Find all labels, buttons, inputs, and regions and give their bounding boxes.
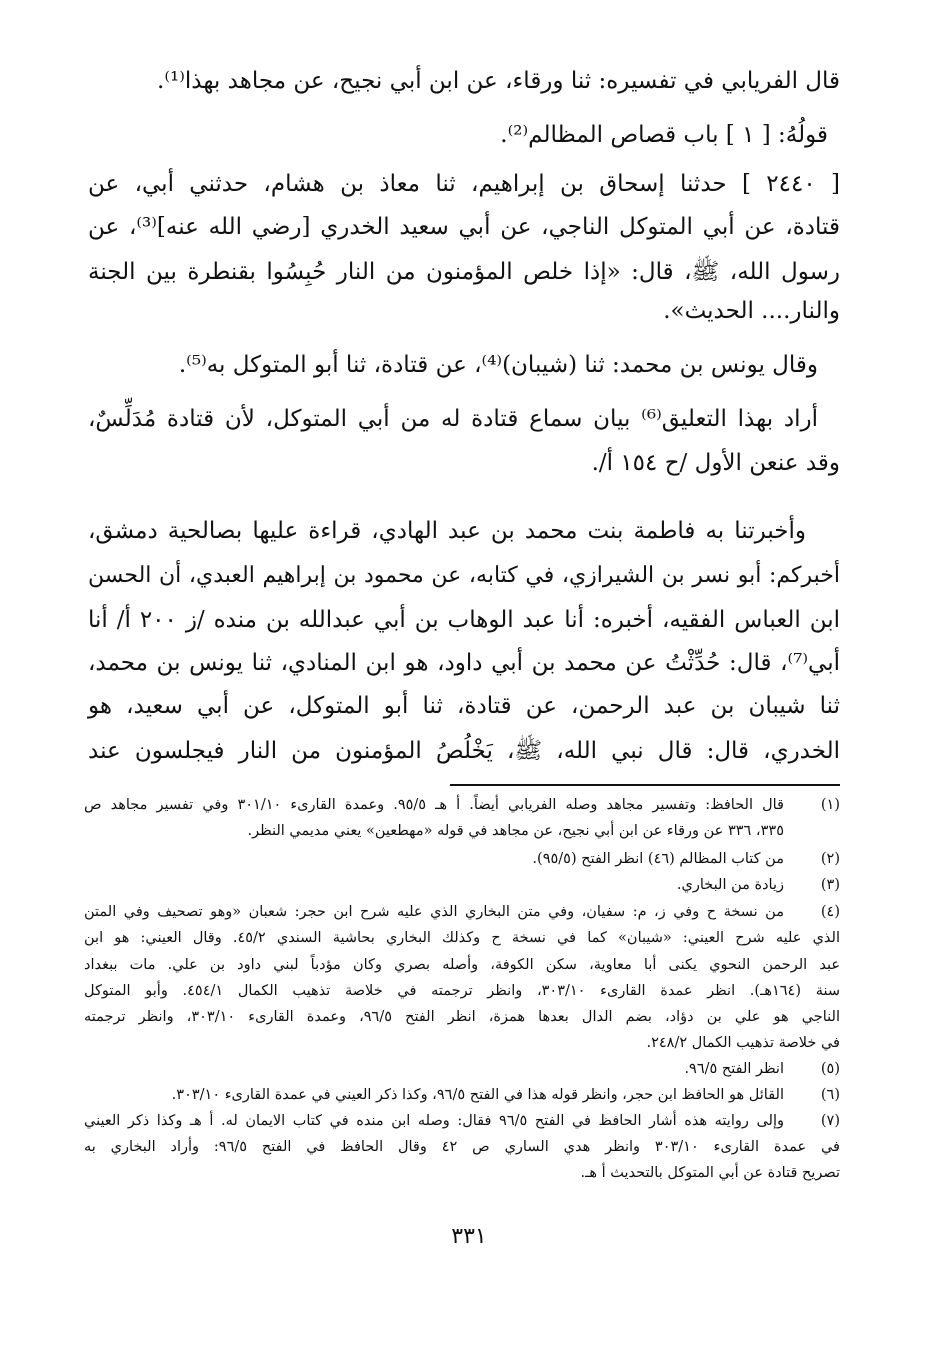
main-text-line: أخبركم: أبو نسر بن الشيرازي، في كتابه، عن محمود بن إبراهيم العبدي، أن الحسن	[88, 563, 840, 588]
main-text-line: قتادة، عن أبي المتوكل الناجي، عن أبي سعيد الخدري [رضي الله عنه]⁽³⁾، عن	[88, 214, 840, 240]
main-text-line: والنار.... الحديث».	[663, 298, 840, 324]
main-text-line: ثنا شيبان بن عبد الرحمن، عن قتادة، ثنا أبو المتوكل، عن أبي سعيد، هو	[88, 693, 840, 719]
footnote-line: الناجي هو علي بن دؤاد، بضم الدال بعدها همزة، انظر الفتح ٩٦/٥، وعمدة القارىء ٣٠٣/١٠، وانظر ترجمته	[84, 1009, 840, 1025]
footnote-separator	[450, 784, 840, 786]
footnote-line: عبد الرحمن النحوي يكنى أبا معاوية، سكن الكوفة، وأصله بصري وكان مؤدباً لبني داود بن علي. مات ببغداد	[84, 957, 840, 973]
footnote-line: الذي عليه شرح العيني: «شيبان» كما في نسخة ح وكذلك البخاري بحاشية السندي ٤٥/٢. وقال العيني: هو ابن	[84, 930, 840, 946]
main-text-line: أراد بهذا التعليق⁽⁶⁾ بيان سماع قتادة له من أبي المتوكل، لأن قتادة مُدَلِّسٌ،	[88, 406, 818, 432]
footnote-number: (٤)	[820, 904, 840, 920]
page-number: ٣٣١	[451, 1224, 487, 1249]
footnote-line: تصريح قتادة عن أبي المتوكل بالتحديث أ هـ.	[580, 1165, 840, 1181]
footnote-line: انظر الفتح ٩٦/٥.	[684, 1061, 784, 1077]
main-text-line: رسول الله، ﷺ، قال: «إذا خلص المؤمنون من النار حُبِسُوا بقنطرة بين الجنة	[88, 259, 840, 285]
main-text-line: [ ٢٤٤٠ ] حدثنا إسحاق بن إبراهيم، ثنا معاذ بن هشام، حدثني أبي، عن	[88, 171, 840, 197]
footnote-line: في خلاصة تذهيب الكمال ٢٤٨/٢.	[646, 1035, 840, 1051]
footnote-line: في عمدة القارىء ٣٠٣/١٠ وانظر هدي الساري ص ٤٢ وقال الحافظ في الفتح ٩٦/٥: وأراد البخاري به	[84, 1139, 840, 1155]
main-text-line: وقد عنعن الأول /ح ١٥٤ أ/.	[591, 450, 840, 476]
footnote-number: (٧)	[820, 1113, 840, 1129]
main-text-line: وأخبرتنا به فاطمة بنت محمد بن عبد الهادي، قراءة عليها بصالحية دمشق،	[88, 518, 806, 544]
footnote-line: من كتاب المظالم (٤٦) انظر الفتح (٩٥/٥).	[532, 851, 784, 867]
main-text-line: أبي⁽⁷⁾، قال: حُدِّثْتُ عن محمد بن أبي داود، هو ابن المنادي، ثنا يونس بن محمد،	[88, 650, 840, 676]
footnote-line: قال الحافظ: وتفسير مجاهد وصله الفريابي أيضاً. أ هـ ٩٥/٥. وعمدة القارىء ٣٠١/١٠ وفي تفسير مجاهد ص	[84, 797, 784, 813]
footnote-number: (٦)	[820, 1087, 840, 1103]
footnote-number: (٣)	[820, 877, 840, 893]
main-text-line: قال الفريابي في تفسيره: ثنا ورقاء، عن ابن أبي نجيح، عن مجاهد بهذا⁽¹⁾.	[157, 68, 840, 94]
main-text-line: وقال يونس بن محمد: ثنا (شيبان)⁽⁴⁾، عن قتادة، ثنا أبو المتوكل به⁽⁵⁾.	[178, 352, 818, 378]
main-text-line: الخدري، قال: قال نبي الله، ﷺ، يَخْلُصُ المؤمنون من النار فيجلسون عند	[88, 738, 840, 764]
footnote-number: (٢)	[820, 851, 840, 867]
footnote-line: سنة (١٦٤هـ). انظر عمدة القارىء ٣٠٣/١٠، وانظر ترجمته في خلاصة تذهيب الكمال ٤٥٤/١. وأبو المتوكل	[84, 983, 841, 999]
footnote-number: (٥)	[820, 1061, 840, 1077]
footnote-line: من نسخة ح وفي ز، م: سفيان، وفي متن البخاري الذي عليه شرح ابن حجر: شعبان «وهو تصحيف وفي المتن	[84, 904, 784, 920]
footnote-line: ٣٣٥، ٣٣٦ عن ورقاء عن ابن أبي نجيح، عن مجاهد في قوله «مهطعين» يعني مديمي النظر.	[247, 823, 784, 839]
footnote-line: وإلى روايته هذه أشار الحافظ في الفتح ٩٦/٥ فقال: وصله ابن منده في كتاب الايمان له. أ هـ وكذا ذكر العيني	[84, 1113, 784, 1129]
footnote-line: القائل هو الحافظ ابن حجر، وانظر قوله هذا في الفتح ٩٦/٥، وكذا ذكر العيني في عمدة القارىء ٣٠٣/١٠.	[171, 1087, 784, 1103]
chapter-heading: قولُهُ: [ ١ ] باب قصاص المظالم⁽²⁾.	[500, 122, 828, 148]
footnote-line: زيادة من البخاري.	[676, 877, 784, 893]
footnote-number: (١)	[820, 797, 840, 813]
main-text-line: ابن العباس الفقيه، أخبره: أنا عبد الوهاب بن أبي عبدالله بن منده /ز ٢٠٠ أ/ أنا	[88, 607, 841, 633]
